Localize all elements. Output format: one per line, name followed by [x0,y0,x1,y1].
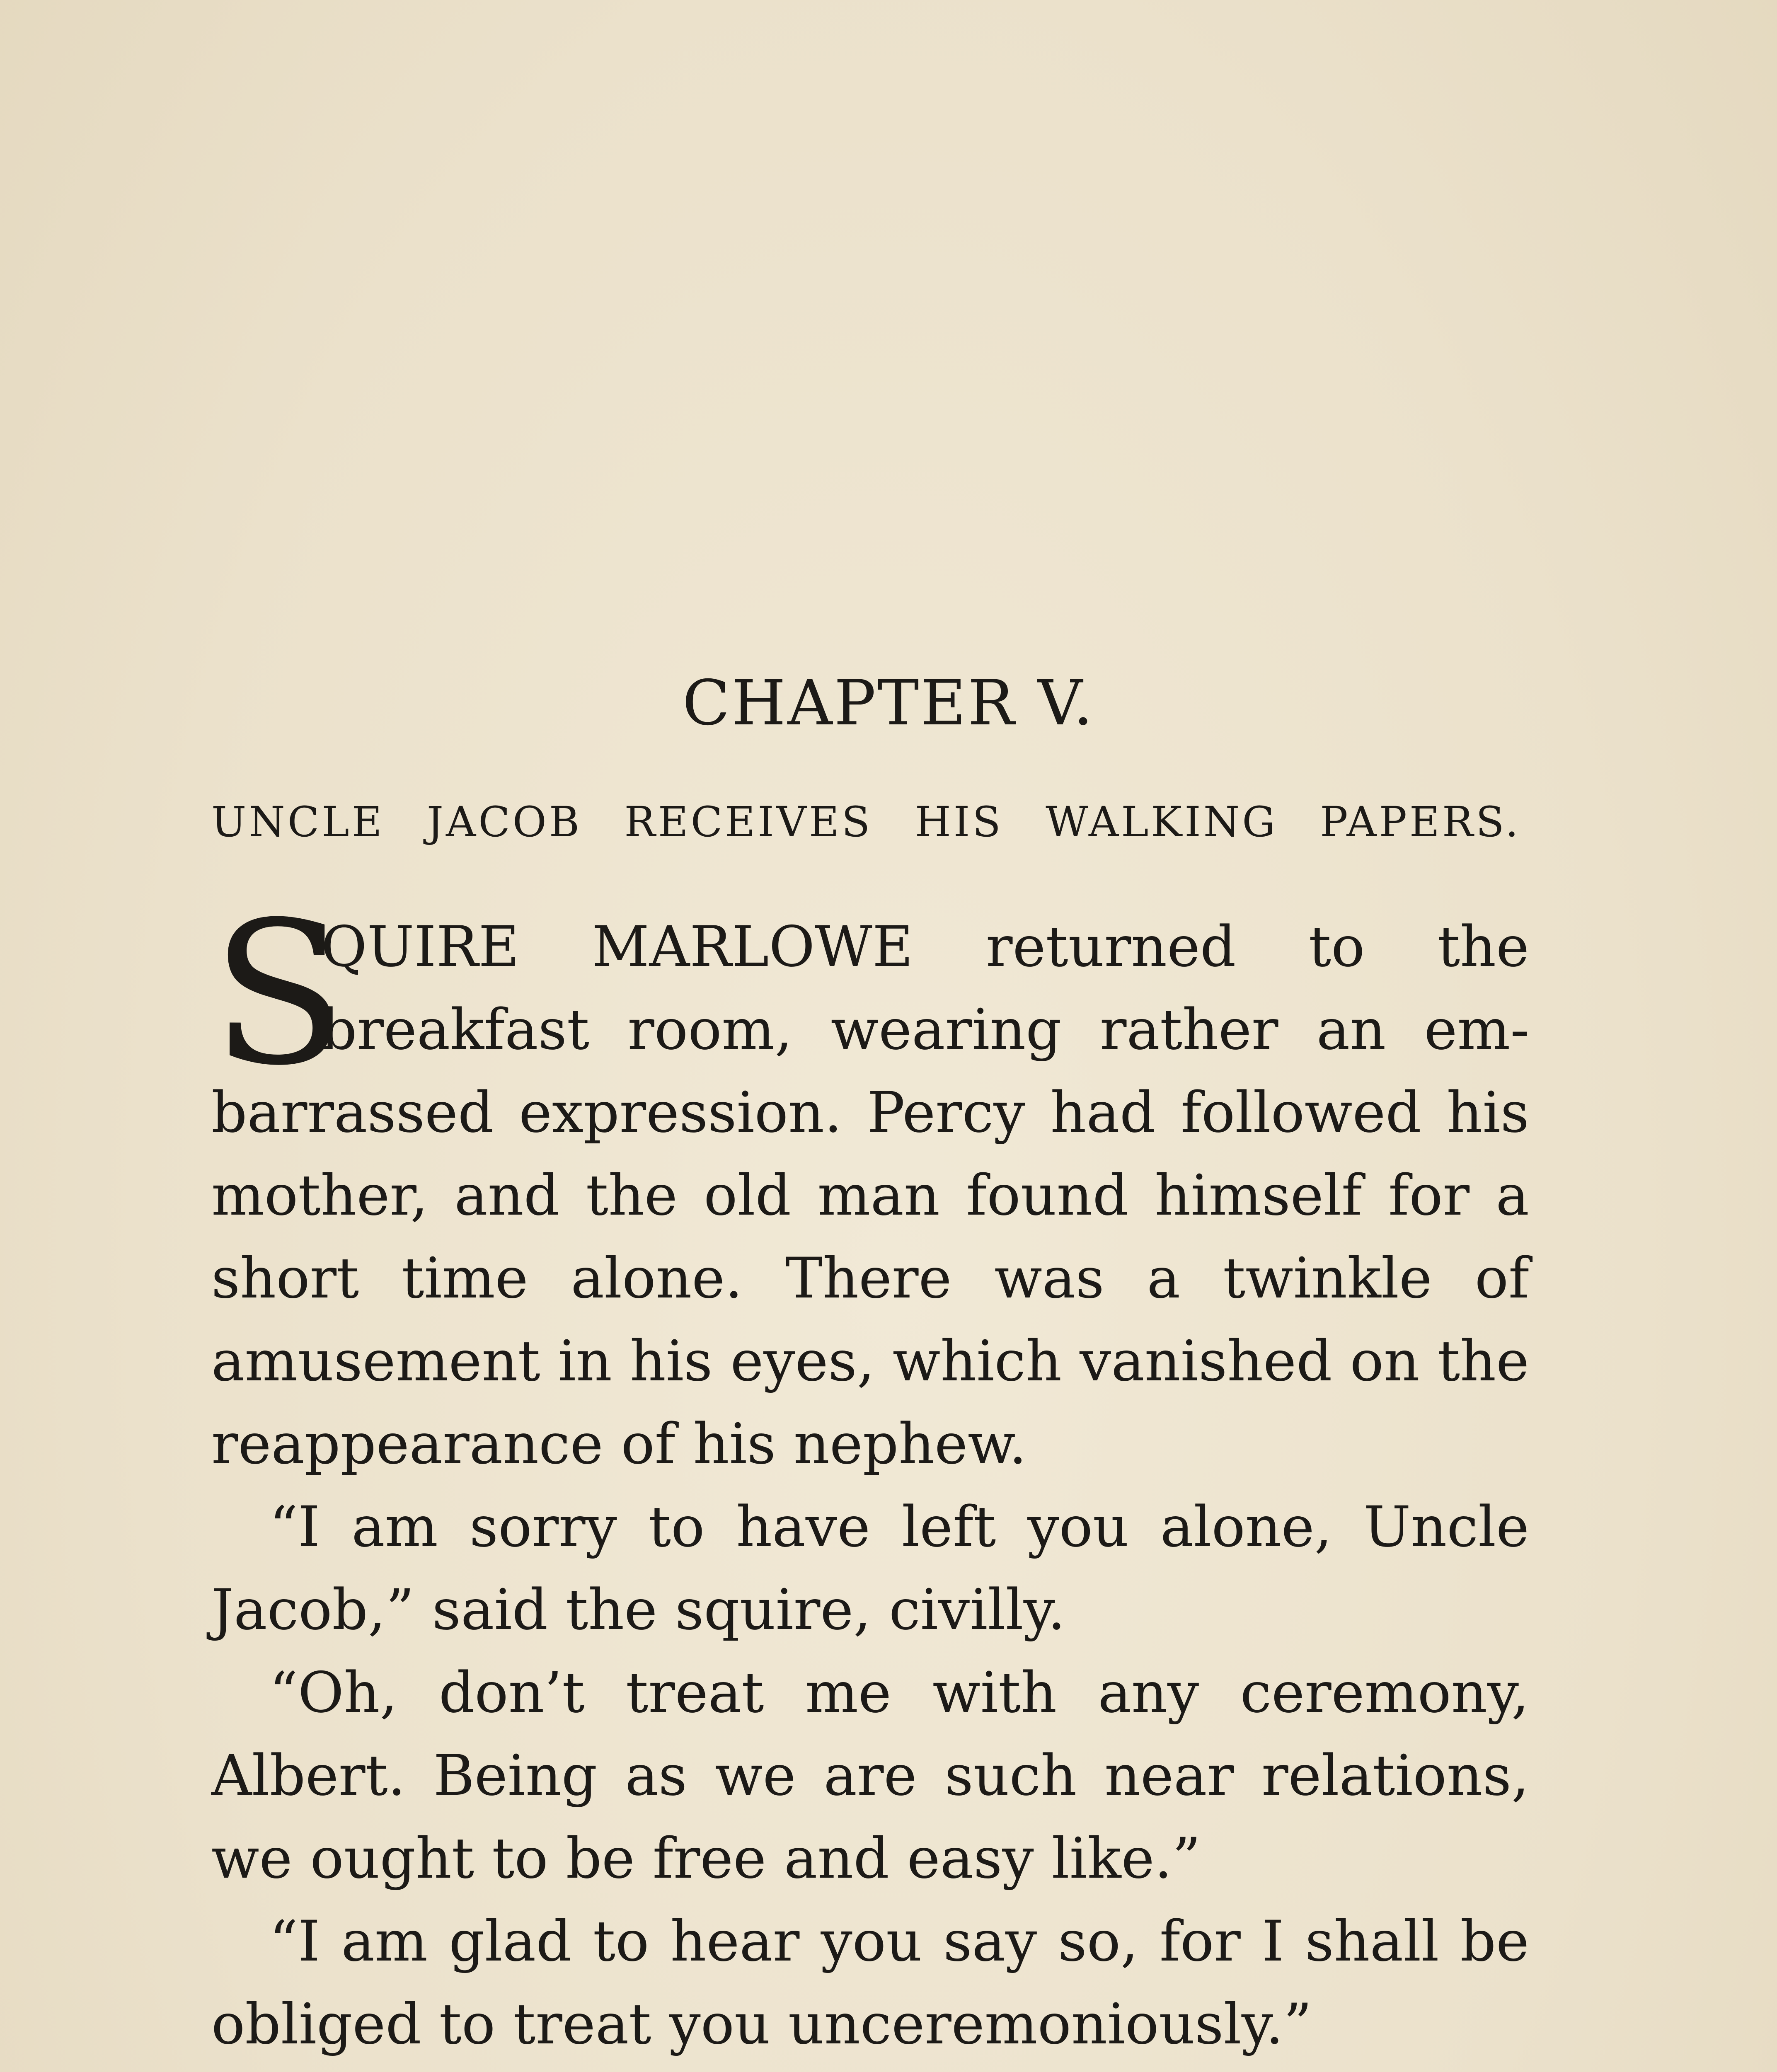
chapter-subtitle [211,798,1521,846]
text-line: mother, and the old man found himself for a [211,1163,1529,1228]
text-line: amusement in his eyes, which vanished on the [211,1329,1529,1394]
drop-cap: S [211,880,346,1109]
text-line: Jacob,” said the squire, civilly. [211,1577,1065,1642]
text-line: we ought to be free and easy like.” [211,1826,1201,1891]
subtitle-word: PAPERS. [1320,798,1521,846]
paragraph [211,2066,1529,2072]
text-line: “Oh, don’t treat me with any ceremony, [269,1660,1529,1725]
subtitle-word: RECEIVES [624,798,873,846]
paragraph [211,1651,1529,1900]
text-line: obliged to treat you unceremoniously.” [211,1992,1312,2057]
paragraph [211,880,1529,1486]
text-line: QUIRE MARLOWE returned to the [321,914,1529,979]
text-line: “I am sorry to have left you alone, Uncle [269,1494,1529,1559]
chapter-body [211,880,1529,2072]
text-line: Albert. Being as we are such near relations, [211,1743,1529,1808]
chapter-title: CHAPTER V. [682,667,1095,739]
text-line: reappearance of his nephew. [211,1411,1027,1477]
subtitle-word: JACOB [426,798,582,846]
paragraph [211,1486,1529,1651]
text-line: short time alone. There was a twinkle of [211,1246,1529,1311]
subtitle-word: UNCLE [211,798,385,846]
text-line: barrassed expression. Percy had followed his [211,1080,1529,1145]
paragraph [211,1900,1529,2066]
text-line: breakfast room, wearing rather an em- [321,997,1529,1062]
subtitle-word: HIS [915,798,1003,846]
text-line: “I am glad to hear you say so, for I shall be [269,1909,1529,1974]
text-line [211,2066,1529,2072]
subtitle-word: WALKING [1046,798,1278,846]
